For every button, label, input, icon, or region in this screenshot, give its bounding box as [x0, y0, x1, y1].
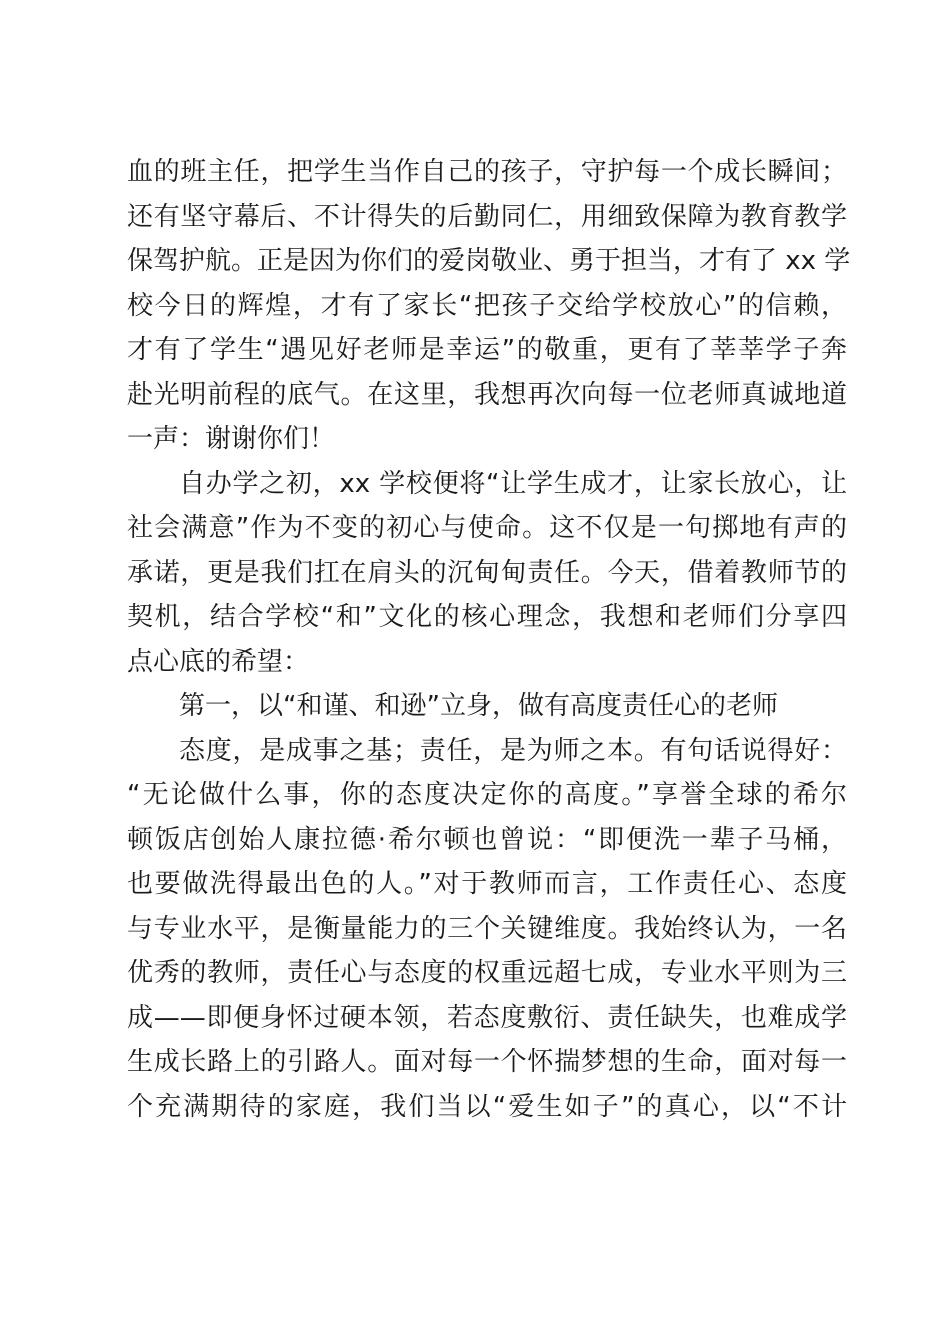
text-line: 也要做洗得最出色的人。”对于教师而言，工作责任心、态度 [127, 869, 847, 899]
section-heading: 第一，以“和谨、和逊”立身，做有高度责任心的老师 [179, 691, 778, 721]
text-line: 生成长路上的引路人。面对每一个怀揣梦想的生命，面对每一 [127, 1047, 847, 1077]
text-line: 与专业水平，是衡量能力的三个关键维度。我始终认为，一名 [127, 913, 847, 944]
text-line: 血的班主任，把学生当作自己的孩子，守护每一个成长瞬间； [127, 157, 847, 187]
text-line: 点心底的希望： [127, 646, 310, 677]
text-line: 优秀的教师，责任心与态度的权重远超七成，专业水平则为三 [127, 958, 847, 988]
text-line: 态度，是成事之基；责任，是为师之本。有句话说得好： [179, 735, 847, 766]
text-line: 校今日的辉煌，才有了家长“把孩子交给学校放心”的信赖， [127, 290, 847, 321]
text-line: “无论做什么事，你的态度决定你的高度。”享誉全球的希尔 [127, 780, 847, 810]
text-line: 契机，结合学校“和”文化的核心理念，我想和老师们分享四 [127, 602, 847, 632]
body-text [127, 150, 851, 1129]
text-line: 成——即便身怀过硬本领，若态度敷衍、责任缺失，也难成学 [127, 1002, 847, 1033]
text-line: 顿饭店创始人康拉德·希尔顿也曾说：“即便洗一辈子马桶， [127, 824, 847, 855]
text-line: 一声：谢谢你们！ [127, 424, 336, 454]
text-line: 社会满意”作为不变的初心与使命。这不仅是一句掷地有声的 [127, 513, 847, 543]
text-line: 才有了学生“遇见好老师是幸运”的敬重，更有了莘莘学子奔 [127, 335, 847, 365]
text-line: 个充满期待的家庭，我们当以“爱生如子”的真心，以“不计 [127, 1091, 847, 1122]
text-line: 承诺，更是我们扛在肩头的沉甸甸责任。今天，借着教师节的 [127, 557, 847, 588]
text-line: 还有坚守幕后、不计得失的后勤同仁，用细致保障为教育教学 [127, 201, 847, 232]
text-line: 保驾护航。正是因为你们的爱岗敬业、勇于担当，才有了 xx 学 [127, 246, 851, 276]
text-line: 自办学之初，xx 学校便将“让学生成才，让家长放心，让 [179, 468, 847, 499]
text-line: 赴光明前程的底气。在这里，我想再次向每一位老师真诚地道 [127, 379, 847, 410]
